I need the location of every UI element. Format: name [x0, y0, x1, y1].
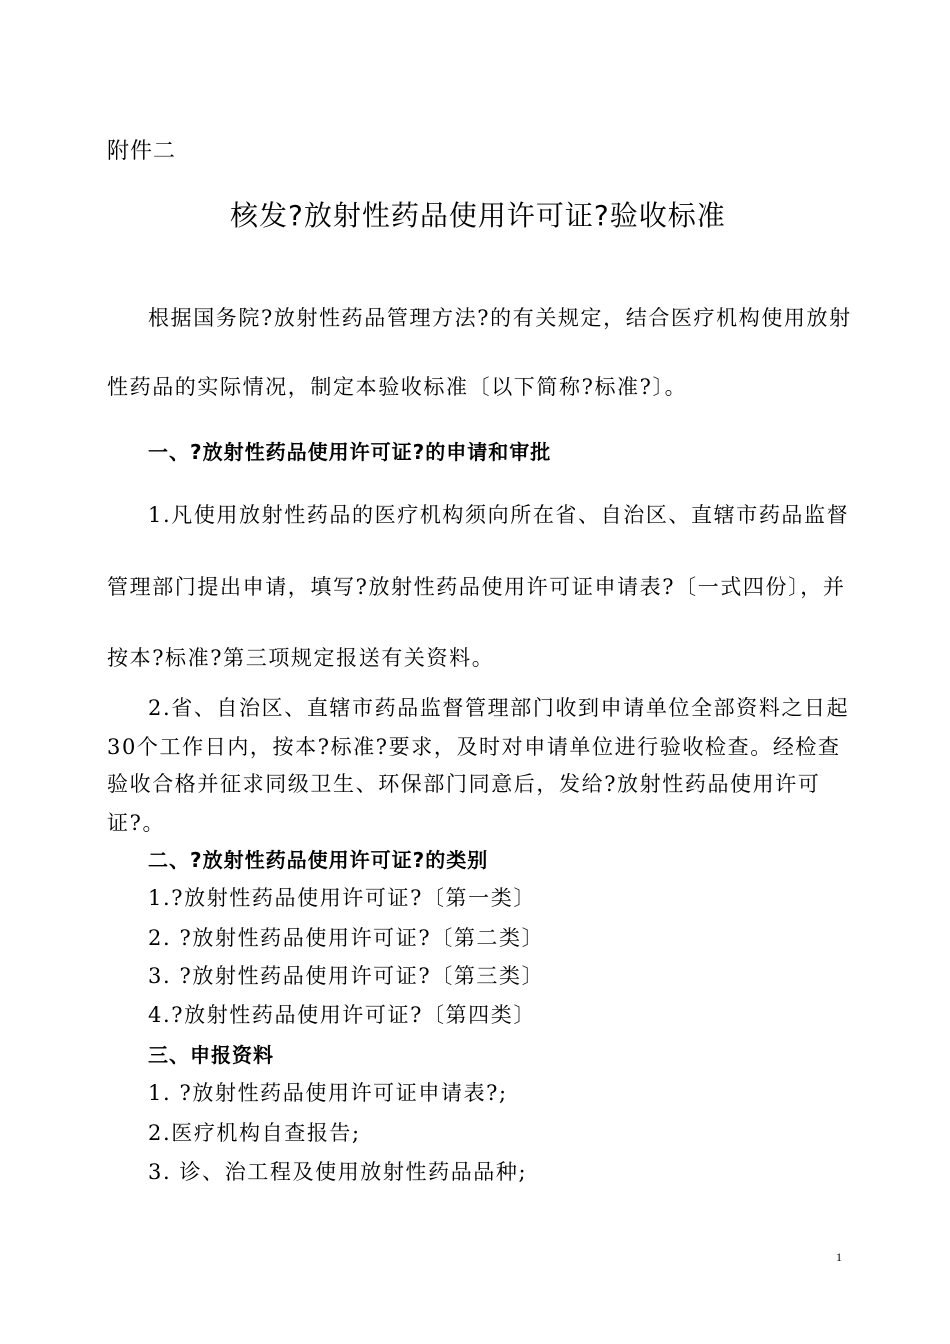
page-number: 1 — [836, 1250, 842, 1264]
section-3-item: 2.医疗机构自查报告; — [148, 1121, 361, 1145]
intro-line-1: 根据国务院?放射性药品管理方法?的有关规定，结合医疗机构使用放射 — [148, 306, 852, 330]
section-2-item: 2. ?放射性药品使用许可证?〔第二类〕 — [148, 926, 545, 950]
attachment-label: 附件二 — [107, 139, 177, 164]
section-3-heading: 三、申报资料 — [148, 1043, 274, 1067]
section-2-item: 1.?放射性药品使用许可证?〔第一类〕 — [148, 886, 536, 910]
section-1-item-1-line-1: 1.凡使用放射性药品的医疗机构须向所在省、自治区、直辖市药品监督 — [148, 503, 850, 527]
section-2-item: 4.?放射性药品使用许可证?〔第四类〕 — [148, 1003, 536, 1027]
section-1-item-1-line-2: 管理部门提出申请，填写?放射性药品使用许可证申请表?〔一式四份〕，并 — [107, 575, 846, 599]
document-title: 核发?放射性药品使用许可证?验收标准 — [230, 199, 726, 232]
section-3-item: 1. ?放射性药品使用许可证申请表?; — [148, 1081, 508, 1105]
section-1-heading: 一、?放射性药品使用许可证?的申请和审批 — [148, 440, 552, 464]
section-1-item-2-line-1: 2.省、自治区、直辖市药品监督管理部门收到申请单位全部资料之日起 — [148, 696, 850, 720]
section-1-item-2-line-4: 证?。 — [107, 811, 166, 835]
section-2-heading: 二、?放射性药品使用许可证?的类别 — [148, 848, 489, 872]
section-1-item-2-line-3: 验收合格并征求同级卫生、环保部门同意后，发给?放射性药品使用许可 — [107, 772, 821, 796]
section-1-item-2-line-2: 30个工作日内，按本?标准?要求，及时对申请单位进行验收检查。经检查 — [107, 735, 841, 759]
section-1-item-1-line-3: 按本?标准?第三项规定报送有关资料。 — [107, 646, 495, 670]
section-3-item: 3. 诊、治工程及使用放射性药品品种; — [148, 1160, 528, 1184]
section-2-item: 3. ?放射性药品使用许可证?〔第三类〕 — [148, 964, 545, 988]
intro-line-2: 性药品的实际情况，制定本验收标准〔以下简称?标准?〕。 — [107, 375, 688, 399]
